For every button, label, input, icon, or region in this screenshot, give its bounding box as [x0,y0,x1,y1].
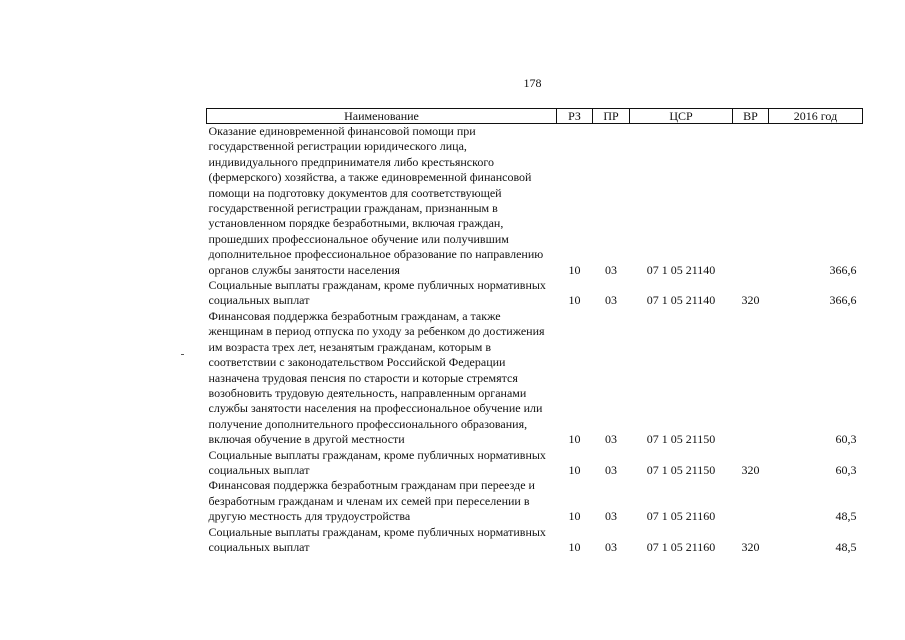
row-vr [733,478,769,524]
row-csr: 07 1 05 21140 [646,262,716,277]
row-csr: 07 1 05 21150 [646,432,716,447]
row-csr: 07 1 05 21160 [646,509,716,524]
header-pr: ПР [593,109,630,124]
row-rz: 10 [568,539,581,554]
row-amount: 48,5 [835,539,857,554]
row-amount: 366,6 [829,293,857,308]
table-row [207,309,863,448]
row-vr: 320 [741,539,760,554]
table-row [207,124,863,279]
row-rz: 10 [568,432,581,447]
row-pr: 03 [605,432,617,447]
row-rz: 10 [568,462,581,477]
row-name: Оказание единовременной финансовой помощи при государственной регистрации юридического лица, индивидуального предпринимателя либо крестьянского (фермерского) хозяйства, а также единовременной финансовой помощи на подготовку документов для соответствующей государственной регистрации гражданам, признанным в установленном порядке безработными, включая граждан, прошедших профессиональное обучение или получившим дополнительное профессиональное образование по направлению органов службы занятости населения [208,124,544,277]
row-csr: 07 1 05 21160 [646,539,716,554]
table-header-row [207,109,863,124]
table-row [207,278,863,309]
row-vr [733,309,769,448]
table-row [207,478,863,524]
row-csr: 07 1 05 21150 [646,462,716,477]
row-pr: 03 [605,539,617,554]
row-name: Социальные выплаты гражданам, кроме публичных нормативных социальных выплат [208,278,546,308]
row-amount: 48,5 [835,509,857,524]
row-name: Социальные выплаты гражданам, кроме публичных нормативных социальных выплат [208,524,546,554]
row-pr: 03 [605,462,617,477]
scan-mark [181,354,184,355]
header-vr: ВР [733,109,769,124]
header-rz: РЗ [557,109,593,124]
budget-table [206,108,863,555]
row-vr [733,124,769,279]
table-row [207,525,863,556]
row-name: Социальные выплаты гражданам, кроме публичных нормативных социальных выплат [208,447,546,477]
row-pr: 03 [605,509,617,524]
row-rz: 10 [568,293,581,308]
row-amount: 60,3 [835,432,857,447]
row-amount: 366,6 [829,262,857,277]
page-number: 178 [523,76,542,90]
row-name: Финансовая поддержка безработным гражданам, а также женщинам в период отпуска по уходу за ребенком до достижения им возраста трех лет, незанятым гражданам, которым в соответствии с законодательством Российской Федерации назначена трудовая пенсия по старости и которые стремятся возобновить трудовую деятельность, направленным органами службы занятости населения на профессиональное обучение или получение дополнительного профессионального образования, включая обучение в другой местности [208,308,545,447]
row-pr: 03 [605,293,617,308]
row-vr: 320 [741,293,760,308]
row-csr: 07 1 05 21140 [646,293,716,308]
row-rz: 10 [568,262,581,277]
table-row [207,448,863,479]
row-vr: 320 [741,462,760,477]
row-pr: 03 [605,262,617,277]
header-csr: ЦСР [630,109,733,124]
row-amount: 60,3 [835,462,857,477]
header-name: Наименование [207,109,557,124]
header-year: 2016 год [769,109,863,124]
row-name: Финансовая поддержка безработным гражданам при переезде и безработным гражданам и членам их семей при переселении в другую местность для трудоустройства [208,478,535,524]
row-rz: 10 [568,509,581,524]
